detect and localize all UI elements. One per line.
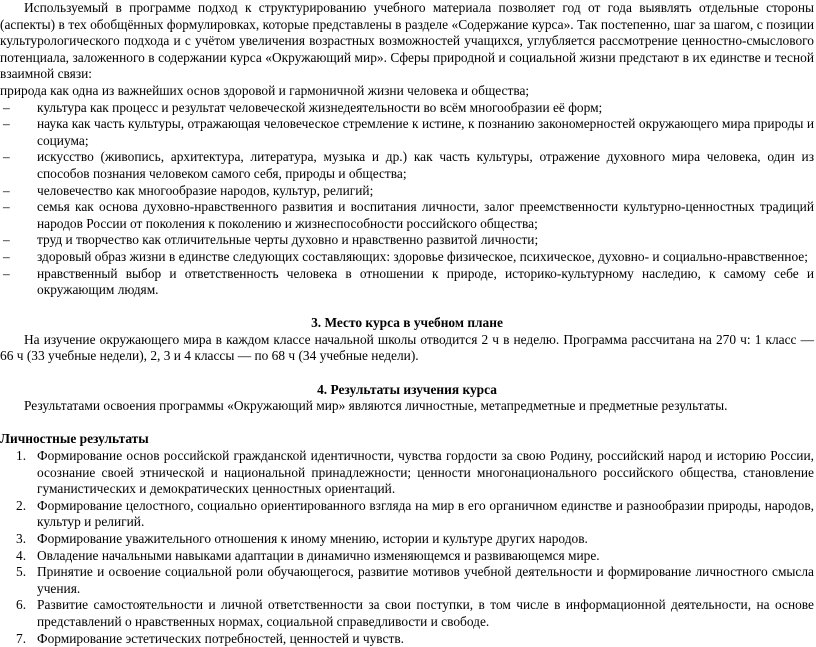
list-item-text: искусство (живопись, архитектура, литература, музыка и др.) как часть культуры, отражение духовного мира человека, один из способов познания человеком самого себя, природы и общества; — [37, 149, 814, 181]
intro-paragraph: Используемый в программе подход к структурированию учебного материала позволяет год от года выявлять отдельные стороны (аспекты) в тех обобщённых формулировках, которые представлены в разделе «Содержание курса». Так постепенно, шаг за шагом, с позиции культурологического подхода и с учётом увеличения возрастных возможностей учащихся, углубляется рассмотрение ценностно-смыслового потенциала, заложенного в содержании курса «Окружающий мир». Сферы природной и социальной жизни предстают в их единстве и тесной взаимной связи: — [0, 0, 814, 82]
list-item — [0, 100, 814, 117]
list-item — [0, 266, 814, 299]
personal-results-list — [0, 448, 814, 647]
list-item-text: труд и творчество как отличительные черты духовно и нравственно развитой личности; — [37, 232, 539, 248]
list-item — [0, 232, 814, 249]
list-item — [0, 249, 814, 266]
numbered-item — [0, 498, 814, 531]
list-item — [0, 199, 814, 232]
list-item — [0, 116, 814, 149]
item-number: 3. — [16, 531, 27, 546]
item-text: Формирование эстетических потребностей, ценностей и чувств. — [37, 630, 405, 646]
list-item-text: человечество как многообразие народов, культур, религий; — [37, 182, 374, 198]
item-number: 7. — [16, 630, 27, 646]
item-number: 5. — [16, 564, 27, 580]
item-number: 1. — [16, 448, 27, 464]
item-text: Формирование целостного, социально ориентированного взгляда на мир в его органичном единстве и разнообразии природы, народов, культур и религий. — [37, 497, 814, 530]
spacer — [0, 415, 814, 432]
dash-marker: – — [3, 248, 10, 264]
section-4-heading: 4. Результаты изучения курса — [317, 381, 497, 397]
numbered-item — [0, 448, 814, 498]
list-item-text: семья как основа духовно-нравственного развития и воспитания личности, залог преемственности культурно-ценностных традиций народов России от поколения к поколению и жизнеспособности российского общества; — [37, 199, 814, 231]
list-item-text: культура как процесс и результат человеческой жизнедеятельности во всём многообразии её форм; — [37, 99, 603, 115]
dash-marker: – — [3, 232, 10, 248]
item-text: Формирование основ российской гражданской идентичности, чувства гордости за свою Родину, российский народ и историю России, осознание своей этнической и национальной принадлежности; ценности многонационального российского общества, становление гуманистических и демократических ценностных ориентаций. — [37, 448, 814, 497]
dash-marker: – — [3, 116, 10, 132]
numbered-item — [0, 597, 814, 630]
spacer — [0, 365, 814, 382]
item-number: 4. — [16, 547, 27, 563]
values-list — [0, 100, 814, 299]
list-item — [0, 183, 814, 200]
list-item-text: наука как часть культуры, отражающая человеческое стремление к истине, к познанию закономерностей окружающего мира природы и социума; — [37, 116, 814, 148]
section-3-text: На изучение окружающего мира в каждом классе начальной школы отводится 2 ч в неделю. Программа рассчитана на 270 ч: 1 класс — 66 ч (33 учебные недели), 2, 3 и 4 классы — по 68 ч (34 учебные недели). — [0, 331, 814, 364]
item-number: 2. — [16, 497, 27, 513]
numbered-item — [0, 531, 814, 548]
personal-results-heading: Личностные результаты — [0, 431, 149, 447]
list-item-text: нравственный выбор и ответственность человека в отношении к природе, историко-культурному наследию, к самому себе и окружающим людям. — [37, 265, 814, 298]
item-text: Овладение начальными навыками адаптации в динамично изменяющемся и развивающемся мире. — [37, 547, 600, 563]
dash-marker: – — [3, 182, 10, 198]
dash-marker: – — [3, 199, 10, 215]
dash-marker: – — [3, 265, 10, 281]
item-text: Формирование уважительного отношения к иному мнению, истории и культуре других народов. — [37, 531, 588, 546]
item-number: 6. — [16, 597, 27, 613]
spacer — [0, 299, 814, 316]
list-item-text: здоровый образ жизни в единстве следующих составляющих: здоровье физическое, психическое, духовно- и социально-нравственное; — [37, 248, 808, 264]
section-3-heading: 3. Место курса в учебном плане — [311, 315, 503, 331]
numbered-item — [0, 564, 814, 597]
numbered-item — [0, 631, 814, 647]
dash-marker: – — [3, 99, 10, 115]
item-text: Принятие и освоение социальной роли обучающегося, развитие мотивов учебной деятельности и формирование личностного смысла учения. — [37, 564, 814, 596]
numbered-item — [0, 548, 814, 565]
dash-marker: – — [3, 149, 10, 165]
intro-line: природа как одна из важнейших основ здоровой и гармоничной жизни человека и общества; — [0, 82, 530, 98]
item-text: Развитие самостоятельности и личной ответственности за свои поступки, в том числе в информационной деятельности, на основе представлений о нравственных нормах, социальной справедливости и свободе. — [37, 597, 814, 629]
section-4-text: Результатами освоения программы «Окружающий мир» являются личностные, метапредметные и предметные результаты. — [24, 398, 728, 414]
list-item — [0, 149, 814, 182]
